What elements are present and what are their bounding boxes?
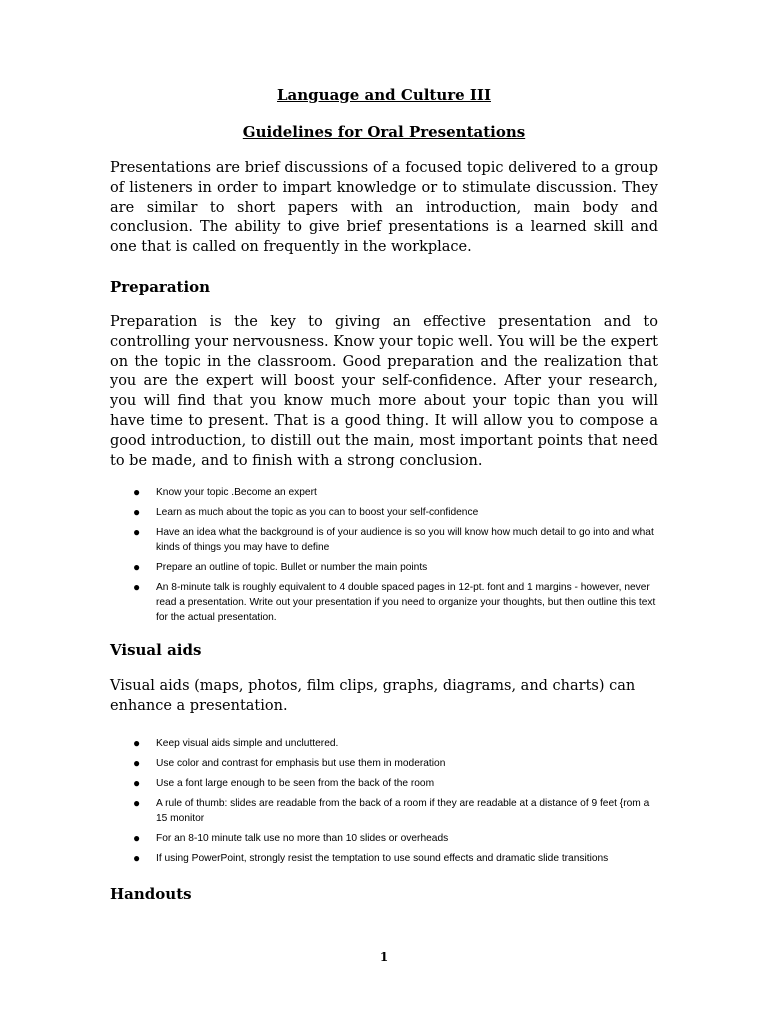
bullet-icon: ● bbox=[133, 485, 141, 499]
section-heading-preparation: Preparation bbox=[110, 278, 211, 296]
bullet-icon: ● bbox=[133, 831, 141, 845]
preparation-paragraph: Preparation is the key to giving an effective presentation and to controlling your nervousness. Know your topic well. You will be the expert on the topic in the classroom. Good preparation and the realization that you are the expert will boost your self-confidence. After your research, you will find that you know much more about your topic than you will have time to present. That is a good thing. It will allow you to compose a good introduction, to distill out the main, most important points that need to be made, and to finish with a strong conclusion. bbox=[110, 314, 658, 469]
bullet-icon: ● bbox=[133, 756, 141, 770]
list-item bbox=[110, 831, 660, 846]
list-item bbox=[110, 736, 660, 751]
visual-aids-bullet-list bbox=[110, 736, 660, 871]
list-item-text: An 8-minute talk is roughly equivalent to 4 double spaced pages in 12-pt. font and 1 margins - however, never read a presentation. Write out your presentation if you need to organize your thoughts, but then outline this text for the actual presentation. bbox=[156, 582, 656, 623]
bullet-icon: ● bbox=[133, 736, 141, 750]
list-item-text: Prepare an outline of topic. Bullet or number the main points bbox=[156, 562, 428, 573]
document-subtitle: Guidelines for Oral Presentations bbox=[242, 123, 526, 141]
list-item bbox=[110, 776, 660, 791]
bullet-icon: ● bbox=[133, 776, 141, 790]
list-item bbox=[110, 580, 660, 625]
list-item bbox=[110, 525, 660, 555]
section-heading-visual-aids: Visual aids bbox=[110, 641, 202, 659]
list-item bbox=[110, 505, 660, 520]
list-item bbox=[110, 796, 660, 826]
bullet-icon: ● bbox=[133, 580, 141, 594]
list-item-text: Use a font large enough to be seen from the back of the room bbox=[156, 778, 435, 789]
list-item-text: Have an idea what the background is of your audience is so you will know how much detail to go into and what kinds of things you may have to define bbox=[156, 527, 654, 553]
bullet-icon: ● bbox=[133, 796, 141, 810]
list-item-text: Know your topic .Become an expert bbox=[156, 487, 317, 498]
bullet-icon: ● bbox=[133, 560, 141, 574]
preparation-bullet-list bbox=[110, 485, 660, 630]
list-item-text: A rule of thumb: slides are readable from the back of a room if they are readable at a distance of 9 feet {rom a 15 monitor bbox=[156, 798, 650, 824]
section-heading-handouts: Handouts bbox=[110, 885, 192, 903]
list-item-text: For an 8-10 minute talk use no more than 10 slides or overheads bbox=[156, 833, 449, 844]
list-item bbox=[110, 851, 660, 866]
bullet-icon: ● bbox=[133, 851, 141, 865]
list-item bbox=[110, 756, 660, 771]
page-number: 1 bbox=[379, 950, 389, 964]
list-item bbox=[110, 560, 660, 575]
list-item-text: If using PowerPoint, strongly resist the temptation to use sound effects and dramatic slide transitions bbox=[156, 853, 609, 864]
list-item-text: Learn as much about the topic as you can to boost your self-confidence bbox=[156, 507, 479, 518]
bullet-icon: ● bbox=[133, 525, 141, 539]
list-item bbox=[110, 485, 660, 500]
bullet-icon: ● bbox=[133, 505, 141, 519]
document-title: Language and Culture III bbox=[277, 86, 491, 104]
intro-paragraph: Presentations are brief discussions of a focused topic delivered to a group of listeners in order to impart knowledge or to stimulate discussion. They are similar to short papers with an introduction, main body and conclusion. The ability to give brief presentations is a learned skill and one that is called on frequently in the workplace. bbox=[110, 160, 658, 256]
visual-aids-paragraph: Visual aids (maps, photos, film clips, graphs, diagrams, and charts) can enhance a presentation. bbox=[110, 678, 636, 714]
list-item-text: Keep visual aids simple and uncluttered. bbox=[156, 738, 339, 749]
list-item-text: Use color and contrast for emphasis but use them in moderation bbox=[156, 758, 446, 769]
